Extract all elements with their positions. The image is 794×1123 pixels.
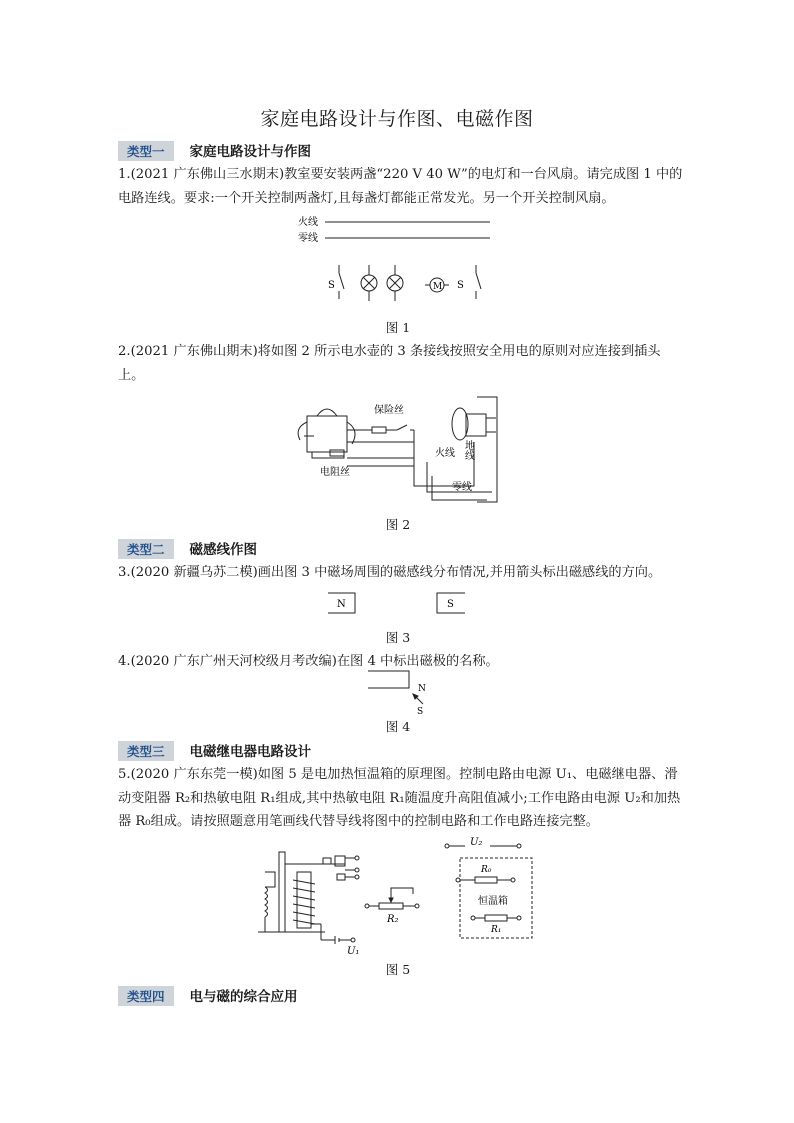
electromagnetic-relay-icon <box>258 852 359 944</box>
question-3: 3.(2020 新疆乌苏二模)画出图 3 中磁场周围的磁感线分布情况,并用箭头标出磁感线的方向。 <box>118 565 662 580</box>
thermostat-box-label: 恒温箱 <box>478 896 508 907</box>
thermistor-r1-icon <box>471 915 521 921</box>
electric-kettle-icon <box>298 409 355 458</box>
question-4: 4.(2020 广东广州天河校级月考改编)在图 4 中标出磁极的名称。 <box>118 654 499 669</box>
section-label: 电磁继电器电路设计 <box>189 744 312 760</box>
figure-3-caption: 图 3 <box>385 630 411 645</box>
r0-label: R₀ <box>481 865 492 875</box>
heater-r0-icon <box>456 877 515 883</box>
figure-4-caption: 图 4 <box>385 719 411 734</box>
section-label: 磁感线作图 <box>189 542 258 558</box>
section-label: 家庭电路设计与作图 <box>189 144 312 160</box>
section-type-4 <box>118 985 298 1006</box>
lamp-1-icon <box>361 265 377 301</box>
fuse-label: 保险丝 <box>374 405 404 416</box>
switch-left-icon <box>339 265 344 299</box>
motor-label: M <box>433 282 443 292</box>
question-1: 1.(2021 广东佛山三水期末)教室要安装两盏“220 V 40 W”的电灯和一台风扇。请完成图 1 中的电路连线。要求:一个开关控制两盏灯,且每盏灯都能正常发光。另一个开关控制风扇。 <box>118 167 683 206</box>
r1-label: R₁ <box>491 925 502 935</box>
figure-3-diagram <box>325 590 470 616</box>
section-label: 电与磁的综合应用 <box>189 989 298 1005</box>
page-title: 家庭电路设计与作图、电磁作图 <box>260 108 534 130</box>
section-tag: 类型二 <box>118 539 174 559</box>
compass-needle-icon <box>413 694 423 704</box>
section-type-1 <box>118 140 311 161</box>
section-type-2 <box>118 538 257 559</box>
compass-south-label: S <box>417 707 424 716</box>
neutral-wire-label: 零线 <box>452 482 472 493</box>
live-wire-label: 火线 <box>435 448 455 459</box>
switch-label: S <box>457 280 464 291</box>
compass-north-label: N <box>418 684 426 694</box>
fuse-icon <box>347 425 414 433</box>
figure-5-diagram <box>255 832 540 956</box>
rheostat-icon <box>365 888 419 909</box>
section-type-3 <box>118 740 311 761</box>
section-tag: 类型一 <box>118 141 174 161</box>
figure-4-diagram <box>365 668 435 716</box>
switch-label: S <box>328 280 335 291</box>
figure-2-caption: 图 2 <box>385 517 411 532</box>
switch-right-icon <box>476 265 481 299</box>
neutral-wire-label: 零线 <box>298 233 318 244</box>
u2-label: U₂ <box>470 837 483 848</box>
section-tag: 类型四 <box>118 986 174 1006</box>
r2-label: R₂ <box>387 914 399 925</box>
u1-label: U₁ <box>347 946 360 956</box>
lamp-2-icon <box>387 265 403 301</box>
power-supply-u2-icon <box>445 844 521 848</box>
live-wire-label: 火线 <box>298 217 318 228</box>
resistor-label: 电阻丝 <box>320 467 350 478</box>
north-pole-label: N <box>337 599 346 610</box>
section-tag: 类型三 <box>118 741 174 761</box>
figure-2-diagram <box>292 392 502 506</box>
ground-wire-label: 地线 <box>462 440 474 460</box>
question-2: 2.(2021 广东佛山期末)将如图 2 所示电水壶的 3 条接线按照安全用电的原则对应连接到插头上。 <box>118 344 661 383</box>
question-5: 5.(2020 广东东莞一模)如图 5 是电加热恒温箱的原理图。控制电路由电源 U₁、电磁继电器、滑动变阻器 R₂和热敏电阻 R₁组成,其中热敏电阻 R₁随温度升高阻值减小;工作电路由电源 U₂和加热器 R₀组成。请按照题意用笔画线代替导线将图中的控制电路和工作电路连接完整。 <box>118 767 681 829</box>
figure-1-diagram <box>295 213 505 305</box>
magnet-icon <box>368 671 409 688</box>
south-pole-label: S <box>447 599 454 610</box>
heating-resistor-icon <box>330 450 344 456</box>
figure-1-caption: 图 1 <box>385 320 411 335</box>
figure-5-caption: 图 5 <box>385 962 411 977</box>
